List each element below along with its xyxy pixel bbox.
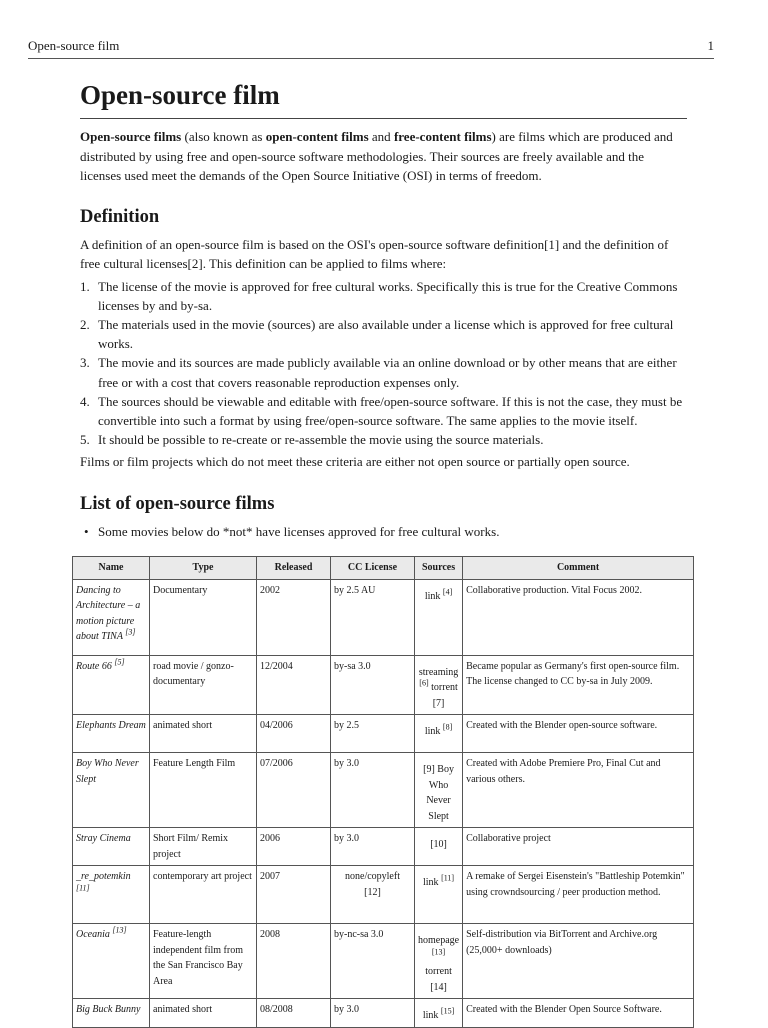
table-row	[73, 715, 694, 753]
table-row	[73, 866, 694, 924]
intro-paragraph	[80, 127, 687, 186]
cell-name	[73, 866, 150, 924]
running-title: Open-source film	[28, 38, 120, 53]
cell-comment: Became popular as Germany's first open-source film. The license changed to CC by-sa in July 2009.	[463, 655, 694, 715]
source-link[interactable]: [9] Boy Who Never Slept	[423, 764, 454, 822]
section-heading-list: List of open-source films	[80, 493, 275, 514]
reference-link[interactable]: [11]	[441, 873, 455, 883]
reference-link[interactable]: [5]	[114, 657, 125, 667]
col-header-license: CC License	[331, 557, 415, 580]
cell-released: 2008	[257, 924, 331, 999]
cell-name	[73, 753, 150, 828]
criteria-item	[80, 315, 687, 353]
source-link[interactable]: streaming	[418, 666, 459, 678]
col-header-type: Type	[150, 557, 257, 580]
criteria-list	[80, 277, 687, 450]
col-header-released: Released	[257, 557, 331, 580]
table-row	[73, 753, 694, 828]
source-link[interactable]: link	[424, 726, 441, 737]
reference-link[interactable]: [7]	[432, 697, 445, 709]
films-table-body	[73, 579, 694, 1027]
table-row	[73, 924, 694, 999]
cell-name	[73, 828, 150, 866]
page-title: Open-source film	[80, 76, 687, 119]
table-row	[73, 579, 694, 655]
film-name: Stray Cinema	[76, 833, 131, 844]
intro-bold-term: free-content films	[393, 129, 492, 144]
source-link[interactable]: homepage	[418, 935, 460, 946]
cell-released: 2007	[257, 866, 331, 924]
criteria-number: 2.	[80, 316, 90, 332]
page-header	[28, 38, 714, 59]
intro-text: and	[368, 129, 394, 144]
film-name: Elephants Dream	[76, 720, 146, 731]
source-link[interactable]: [10]	[430, 839, 447, 850]
cell-license	[331, 579, 415, 655]
criteria-item	[80, 277, 687, 315]
page-number: 1	[707, 38, 714, 53]
cell-comment: Collaborative production. Vital Focus 2002.	[463, 579, 694, 655]
cell-comment: Created with Adobe Premiere Pro, Final Cut and various others.	[463, 753, 694, 828]
note-list	[80, 522, 687, 541]
criteria-item	[80, 430, 687, 449]
cell-sources	[415, 999, 463, 1028]
criteria-text: The materials used in the movie (sources) are also available under a license which is approved for free cultural works.	[98, 316, 674, 352]
criteria-item	[80, 392, 687, 430]
article-content	[80, 76, 687, 541]
col-header-name: Name	[73, 557, 150, 580]
license-text: by 2.5 AU	[334, 584, 376, 596]
film-name: Oceania	[76, 929, 110, 940]
cell-sources	[415, 655, 463, 715]
reference-link[interactable]: [11]	[76, 883, 90, 893]
table-header-row	[73, 557, 694, 580]
criteria-number: 4.	[80, 393, 90, 409]
source-link[interactable]: link	[422, 1010, 439, 1021]
cell-type: Feature Length Film	[150, 753, 257, 828]
cell-sources	[415, 866, 463, 924]
cell-comment: Self-distribution via BitTorrent and Archive.org (25,000+ downloads)	[463, 924, 694, 999]
table-row	[73, 655, 694, 715]
criteria-item	[80, 353, 687, 391]
cell-type: Documentary	[150, 579, 257, 655]
definition-paragraph: A definition of an open-source film is based on the OSI's open-source software definition[1] and the definition of free cultural licenses[2]. This definition can be applied to films where:	[80, 236, 669, 271]
cell-comment: Created with the Blender open-source software.	[463, 715, 694, 753]
cell-license	[331, 999, 415, 1028]
criteria-number: 5.	[80, 432, 90, 448]
note-text: Some movies below do *not* have licenses approved for free cultural works.	[98, 523, 500, 539]
cell-sources	[415, 579, 463, 655]
criteria-text: The movie and its sources are made publicly available via an online download or by other means that are either free or with a cost that covers reasonable reproduction expenses only.	[98, 355, 677, 390]
license-text: none/copyleft	[345, 871, 400, 882]
cell-sources	[415, 753, 463, 828]
cell-license	[331, 924, 415, 999]
criteria-text: The license of the movie is approved for free cultural works. Specifically this is true for the Creative Commons licenses by and by-sa.	[98, 278, 678, 313]
film-name: Boy Who Never Slept	[76, 758, 139, 785]
cell-released: 04/2006	[257, 715, 331, 753]
film-name: Route 66	[76, 660, 112, 672]
col-header-sources: Sources	[415, 557, 463, 580]
cell-license	[331, 753, 415, 828]
film-name: Big Buck Bunny	[76, 1004, 141, 1015]
bullet-icon: •	[84, 523, 89, 539]
license-text: by 3.0	[334, 758, 359, 769]
cell-released: 07/2006	[257, 753, 331, 828]
reference-link[interactable]: [8]	[442, 722, 453, 732]
films-table	[72, 556, 694, 1028]
cell-name	[73, 579, 150, 655]
license-text: by-sa 3.0	[334, 660, 371, 672]
reference-link[interactable]: [14]	[430, 981, 447, 993]
section-heading-definition: Definition	[80, 206, 160, 227]
source-link[interactable]: torrent	[425, 966, 452, 977]
cell-license	[331, 655, 415, 715]
license-text: by-nc-sa 3.0	[334, 929, 384, 940]
criteria-footnote: Films or film projects which do not meet these criteria are either not open source or partially open source.	[80, 454, 630, 470]
film-name: Dancing to Architecture – a motion picture about TINA	[76, 584, 141, 642]
intro-text: (also known as	[181, 129, 266, 144]
cell-comment: Collaborative project	[463, 828, 694, 866]
cell-name	[73, 655, 150, 715]
source-link[interactable]: torrent	[431, 682, 458, 693]
reference-link[interactable]: [3]	[125, 627, 136, 637]
cell-released: 08/2008	[257, 999, 331, 1028]
cell-sources	[415, 715, 463, 753]
cell-type: road movie / gonzo-documentary	[150, 655, 257, 715]
note-item	[80, 522, 687, 541]
reference-link[interactable]: [6]	[419, 678, 429, 688]
cell-license	[331, 828, 415, 866]
cell-comment: Created with the Blender Open Source Software.	[463, 999, 694, 1028]
reference-link[interactable]: [13]	[431, 947, 446, 957]
cell-type: contemporary art project	[150, 866, 257, 924]
criteria-number: 1.	[80, 278, 90, 294]
cell-type: animated short	[150, 999, 257, 1028]
cell-name	[73, 715, 150, 753]
cell-license	[331, 715, 415, 753]
cell-sources	[415, 828, 463, 866]
cell-name	[73, 999, 150, 1028]
criteria-text: It should be possible to re-create or re-assemble the movie using the source materials.	[98, 432, 544, 448]
cell-type: Short Film/ Remix project	[150, 828, 257, 866]
cell-sources	[415, 924, 463, 999]
reference-link[interactable]: [15]	[440, 1006, 455, 1016]
source-link[interactable]: link	[423, 877, 439, 888]
source-link[interactable]: link	[424, 590, 441, 602]
criteria-number: 3.	[80, 355, 90, 371]
cell-license	[331, 866, 415, 924]
reference-link[interactable]: [12]	[364, 886, 381, 898]
cell-comment: A remake of Sergei Eisenstein's "Battleship Potemkin" using crowndsourcing / peer production method.	[463, 866, 694, 924]
intro-text: ) are films which are produced and distributed by using free and open-source software methodologies. Their sources are freely available and the licenses used meet the demands of the Open Source Initiative (OSI) in terms of freedom.	[80, 129, 673, 183]
cell-released: 2002	[257, 579, 331, 655]
intro-bold-term: Open-source films	[80, 129, 182, 144]
criteria-text: The sources should be viewable and editable with free/open-source software. If this is not the case, they must be convertible into such a format by using free/open-source software. The same applies to the movie itself.	[98, 393, 683, 428]
license-text: by 3.0	[334, 1004, 359, 1015]
cell-released: 12/2004	[257, 655, 331, 715]
table-row	[73, 999, 694, 1028]
col-header-comment: Comment	[463, 557, 694, 580]
film-name: _re_potemkin	[76, 871, 131, 882]
intro-bold-term: open-content films	[265, 129, 369, 144]
cell-type: animated short	[150, 715, 257, 753]
table-row	[73, 828, 694, 866]
cell-released: 2006	[257, 828, 331, 866]
cell-type: Feature-length independent film from the San Francisco Bay Area	[150, 924, 257, 999]
reference-link[interactable]: [4]	[442, 587, 453, 597]
cell-name	[73, 924, 150, 999]
license-text: by 3.0	[334, 833, 359, 844]
reference-link[interactable]: [13]	[112, 925, 127, 935]
license-text: by 2.5	[334, 720, 359, 731]
